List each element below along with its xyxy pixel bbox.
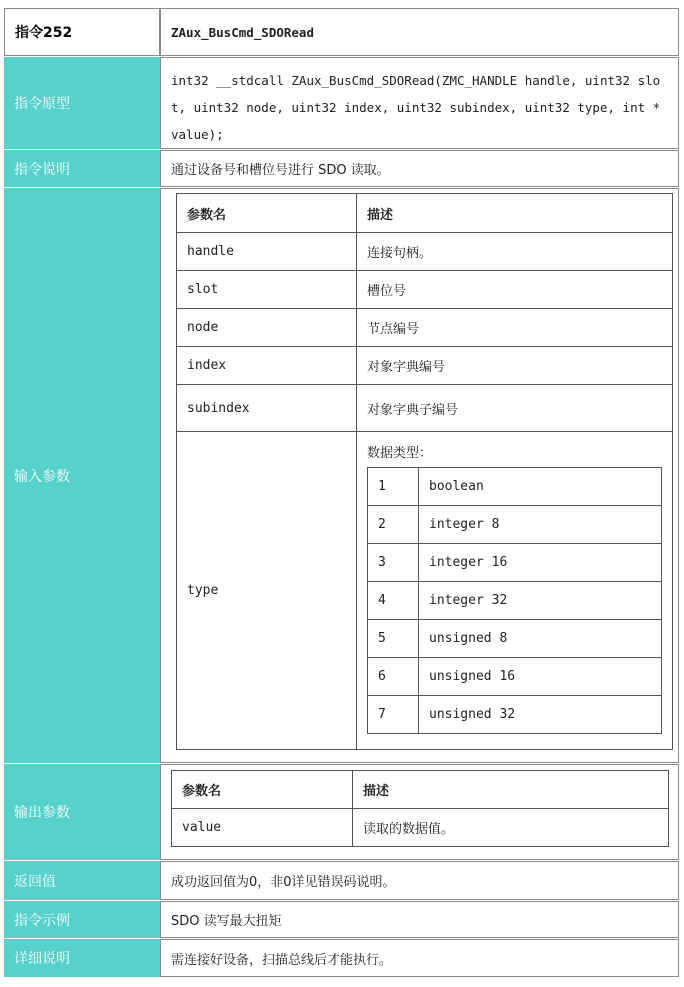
prototype-code [160, 57, 679, 149]
table-row [177, 347, 673, 385]
type-name: integer 16 [419, 544, 662, 582]
example-label: 指令示例 [4, 901, 160, 938]
type-row [368, 468, 662, 506]
input-params-label: 输入参数 [4, 188, 160, 763]
table-header-row [172, 771, 669, 809]
example-text: SDO 读写最大扭矩 [160, 901, 679, 938]
param-desc: 读取的数据值。 [353, 809, 669, 847]
type-row [368, 506, 662, 544]
param-name: type [177, 432, 357, 750]
table-row [177, 309, 673, 347]
function-name: ZAux_BusCmd_SDORead [160, 8, 679, 56]
description-text: 通过设备号和槽位号进行 SDO 读取。 [160, 150, 679, 187]
type-id: 1 [368, 468, 419, 506]
type-id: 3 [368, 544, 419, 582]
example-row [4, 901, 679, 938]
param-name: node [177, 309, 357, 347]
prototype-line: t, uint32 node, uint32 index, uint32 subindex, uint32 type, int * [171, 100, 661, 115]
prototype-line: value); [171, 127, 224, 142]
type-name: unsigned 8 [419, 620, 662, 658]
input-params-table [176, 193, 673, 750]
table-row [172, 809, 669, 847]
prototype-line: int32 __stdcall ZAux_BusCmd_SDORead(ZMC_HANDLE handle, uint32 slo [171, 73, 661, 88]
type-name: integer 32 [419, 582, 662, 620]
col-description: 描述 [357, 194, 673, 233]
type-row [368, 582, 662, 620]
type-row [368, 696, 662, 734]
details-row [4, 939, 679, 977]
type-title: 数据类型： [367, 446, 433, 461]
type-id: 6 [368, 658, 419, 696]
param-name: value [172, 809, 353, 847]
type-name: boolean [419, 468, 662, 506]
type-row [368, 658, 662, 696]
type-name: unsigned 32 [419, 696, 662, 734]
type-row [368, 544, 662, 582]
param-desc: 对象字典编号 [357, 347, 673, 385]
type-row [368, 620, 662, 658]
type-id: 4 [368, 582, 419, 620]
table-row [177, 233, 673, 271]
return-value-label: 返回值 [4, 861, 160, 900]
param-desc [357, 432, 673, 750]
details-text: 需连接好设备，扫描总线后才能执行。 [160, 939, 679, 977]
return-value-row [4, 861, 679, 900]
param-desc: 节点编号 [357, 309, 673, 347]
param-name: handle [177, 233, 357, 271]
output-params-row [4, 764, 679, 860]
param-name: slot [177, 271, 357, 309]
param-desc: 对象字典子编号 [357, 385, 673, 432]
type-table [367, 467, 662, 734]
table-row [177, 432, 673, 750]
type-name: integer 8 [419, 506, 662, 544]
header-row [4, 8, 679, 56]
col-param-name: 参数名 [177, 194, 357, 233]
param-desc: 连接句柄。 [357, 233, 673, 271]
prototype-label: 指令原型 [4, 57, 160, 149]
instruction-number: 指令252 [4, 8, 160, 56]
type-id: 5 [368, 620, 419, 658]
output-params-label: 输出参数 [4, 764, 160, 860]
param-name: index [177, 347, 357, 385]
col-description: 描述 [353, 771, 669, 809]
table-header-row [177, 194, 673, 233]
input-params-row [4, 188, 679, 763]
param-name: subindex [177, 385, 357, 432]
output-params-cell [160, 764, 679, 860]
type-name: unsigned 16 [419, 658, 662, 696]
input-params-cell [160, 188, 679, 763]
output-params-table [171, 770, 669, 847]
details-label: 详细说明 [4, 939, 160, 977]
description-row [4, 150, 679, 187]
table-row [177, 271, 673, 309]
prototype-row [4, 57, 679, 149]
table-row [177, 385, 673, 432]
description-label: 指令说明 [4, 150, 160, 187]
param-desc: 槽位号 [357, 271, 673, 309]
type-id: 7 [368, 696, 419, 734]
return-value-text: 成功返回值为0，非0详见错误码说明。 [160, 861, 679, 900]
col-param-name: 参数名 [172, 771, 353, 809]
type-id: 2 [368, 506, 419, 544]
